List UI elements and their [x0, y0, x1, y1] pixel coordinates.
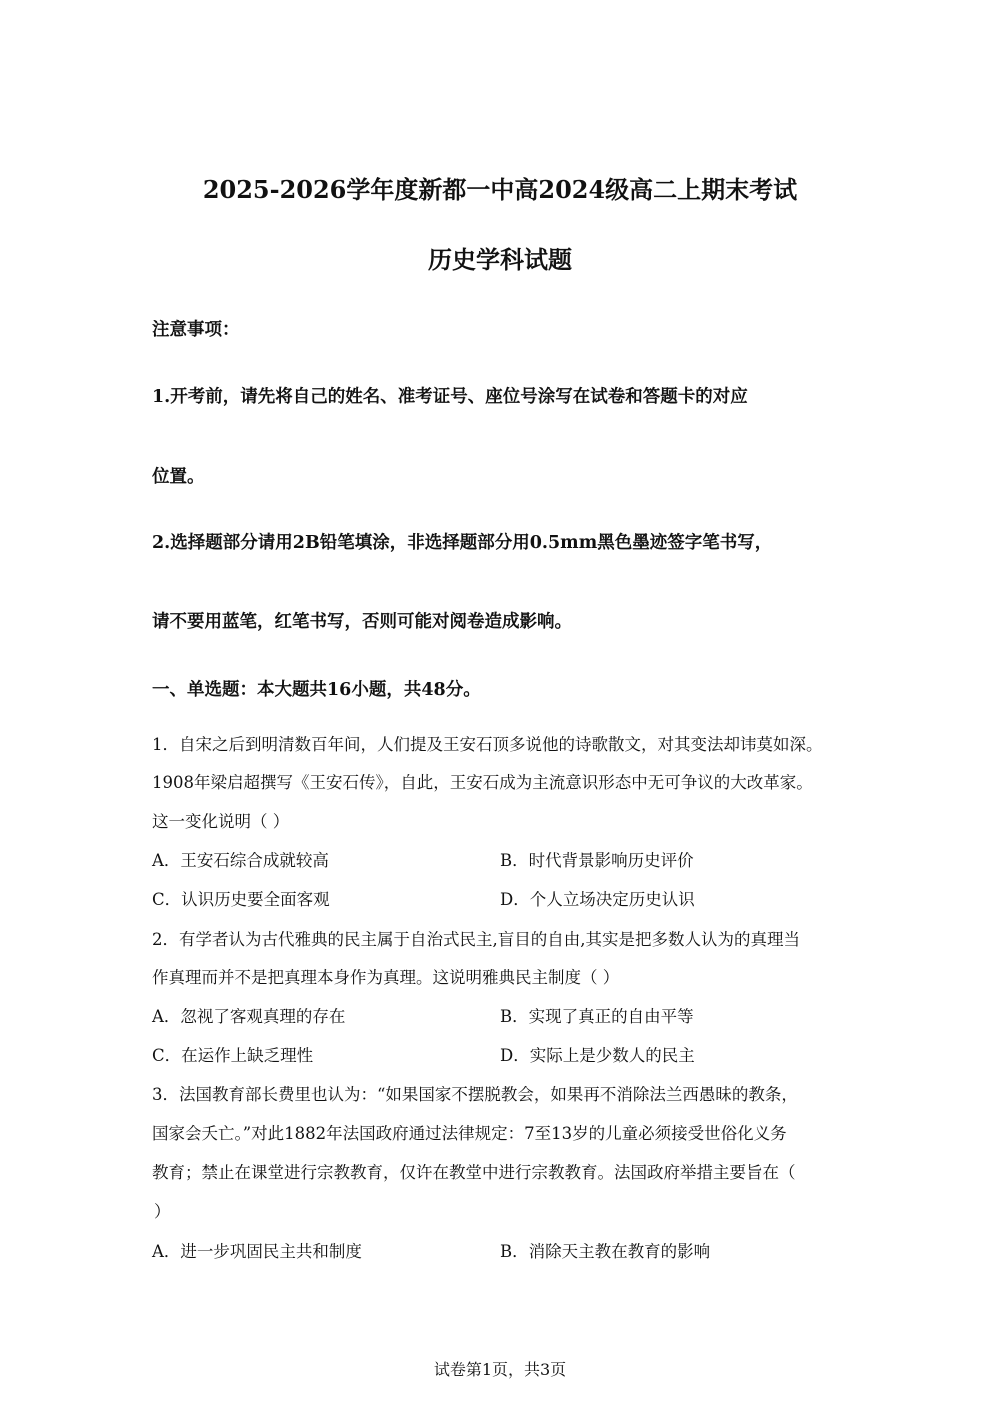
question-2-option-a: A．忽视了客观真理的存在: [152, 1007, 346, 1026]
question-1-line-1: 1．自宋之后到明清数百年间，人们提及王安石顶多说他的诗歌散文，对其变法却讳莫如深。: [152, 735, 823, 754]
notice-item-1-line-2: 位置。: [152, 467, 205, 487]
question-3-line-3: 教育；禁止在课堂进行宗教教育，仅许在教堂中进行宗教教育。法国政府举措主要旨在（: [152, 1163, 796, 1182]
question-1-option-c: C．认识历史要全面客观: [152, 890, 330, 909]
page-footer: 试卷第1页，共3页: [433, 1360, 567, 1379]
question-1-line-3: 这一变化说明（ ）: [152, 812, 290, 831]
question-2-option-c: C．在运作上缺乏理性: [152, 1046, 314, 1065]
question-1-option-a: A．王安石综合成就较高: [152, 851, 329, 870]
exam-title: 2025-2026学年度新都一中高2024级高二上期末考试: [202, 175, 798, 204]
question-3-option-b: B．消除天主教在教育的影响: [500, 1242, 711, 1261]
section-heading: 一、单选题：本大题共16小题，共48分。: [152, 680, 481, 700]
question-1-option-d: D．个人立场决定历史认识: [500, 890, 695, 909]
question-2-option-d: D．实际上是少数人的民主: [500, 1046, 695, 1065]
question-3-line-1: 3．法国教育部长费里也认为：“如果国家不摆脱教会，如果再不消除法兰西愚昧的教条，: [152, 1085, 798, 1104]
question-3-line-2: 国家会夭亡。”对此1882年法国政府通过法律规定：7至13岁的儿童必须接受世俗化义务: [152, 1124, 787, 1143]
question-1-option-b: B．时代背景影响历史评价: [500, 851, 694, 870]
question-3-option-a: A．进一步巩固民主共和制度: [152, 1242, 362, 1261]
notice-item-2-line-1: 2.选择题部分请用2B铅笔填涂，非选择题部分用0.5mm黑色墨迹签字笔书写，: [152, 533, 773, 553]
notice-heading: 注意事项：: [152, 320, 240, 340]
notice-item-2-line-2: 请不要用蓝笔，红笔书写，否则可能对阅卷造成影响。: [152, 612, 572, 632]
notice-item-1-line-1: 1.开考前，请先将自己的姓名、准考证号、座位号涂写在试卷和答题卡的对应: [152, 387, 748, 407]
exam-subtitle: 历史学科试题: [428, 245, 572, 274]
question-2-line-2: 作真理而并不是把真理本身作为真理。这说明雅典民主制度（ ）: [152, 968, 620, 987]
question-1-line-2: 1908年梁启超撰写《王安石传》，自此，王安石成为主流意识形态中无可争议的大改革家。: [152, 773, 813, 792]
question-3-line-4: ）: [154, 1202, 171, 1221]
question-2-line-1: 2．有学者认为古代雅典的民主属于自治式民主,盲目的自由,其实是把多数人认为的真理当: [152, 930, 800, 949]
question-2-option-b: B．实现了真正的自由平等: [500, 1007, 694, 1026]
